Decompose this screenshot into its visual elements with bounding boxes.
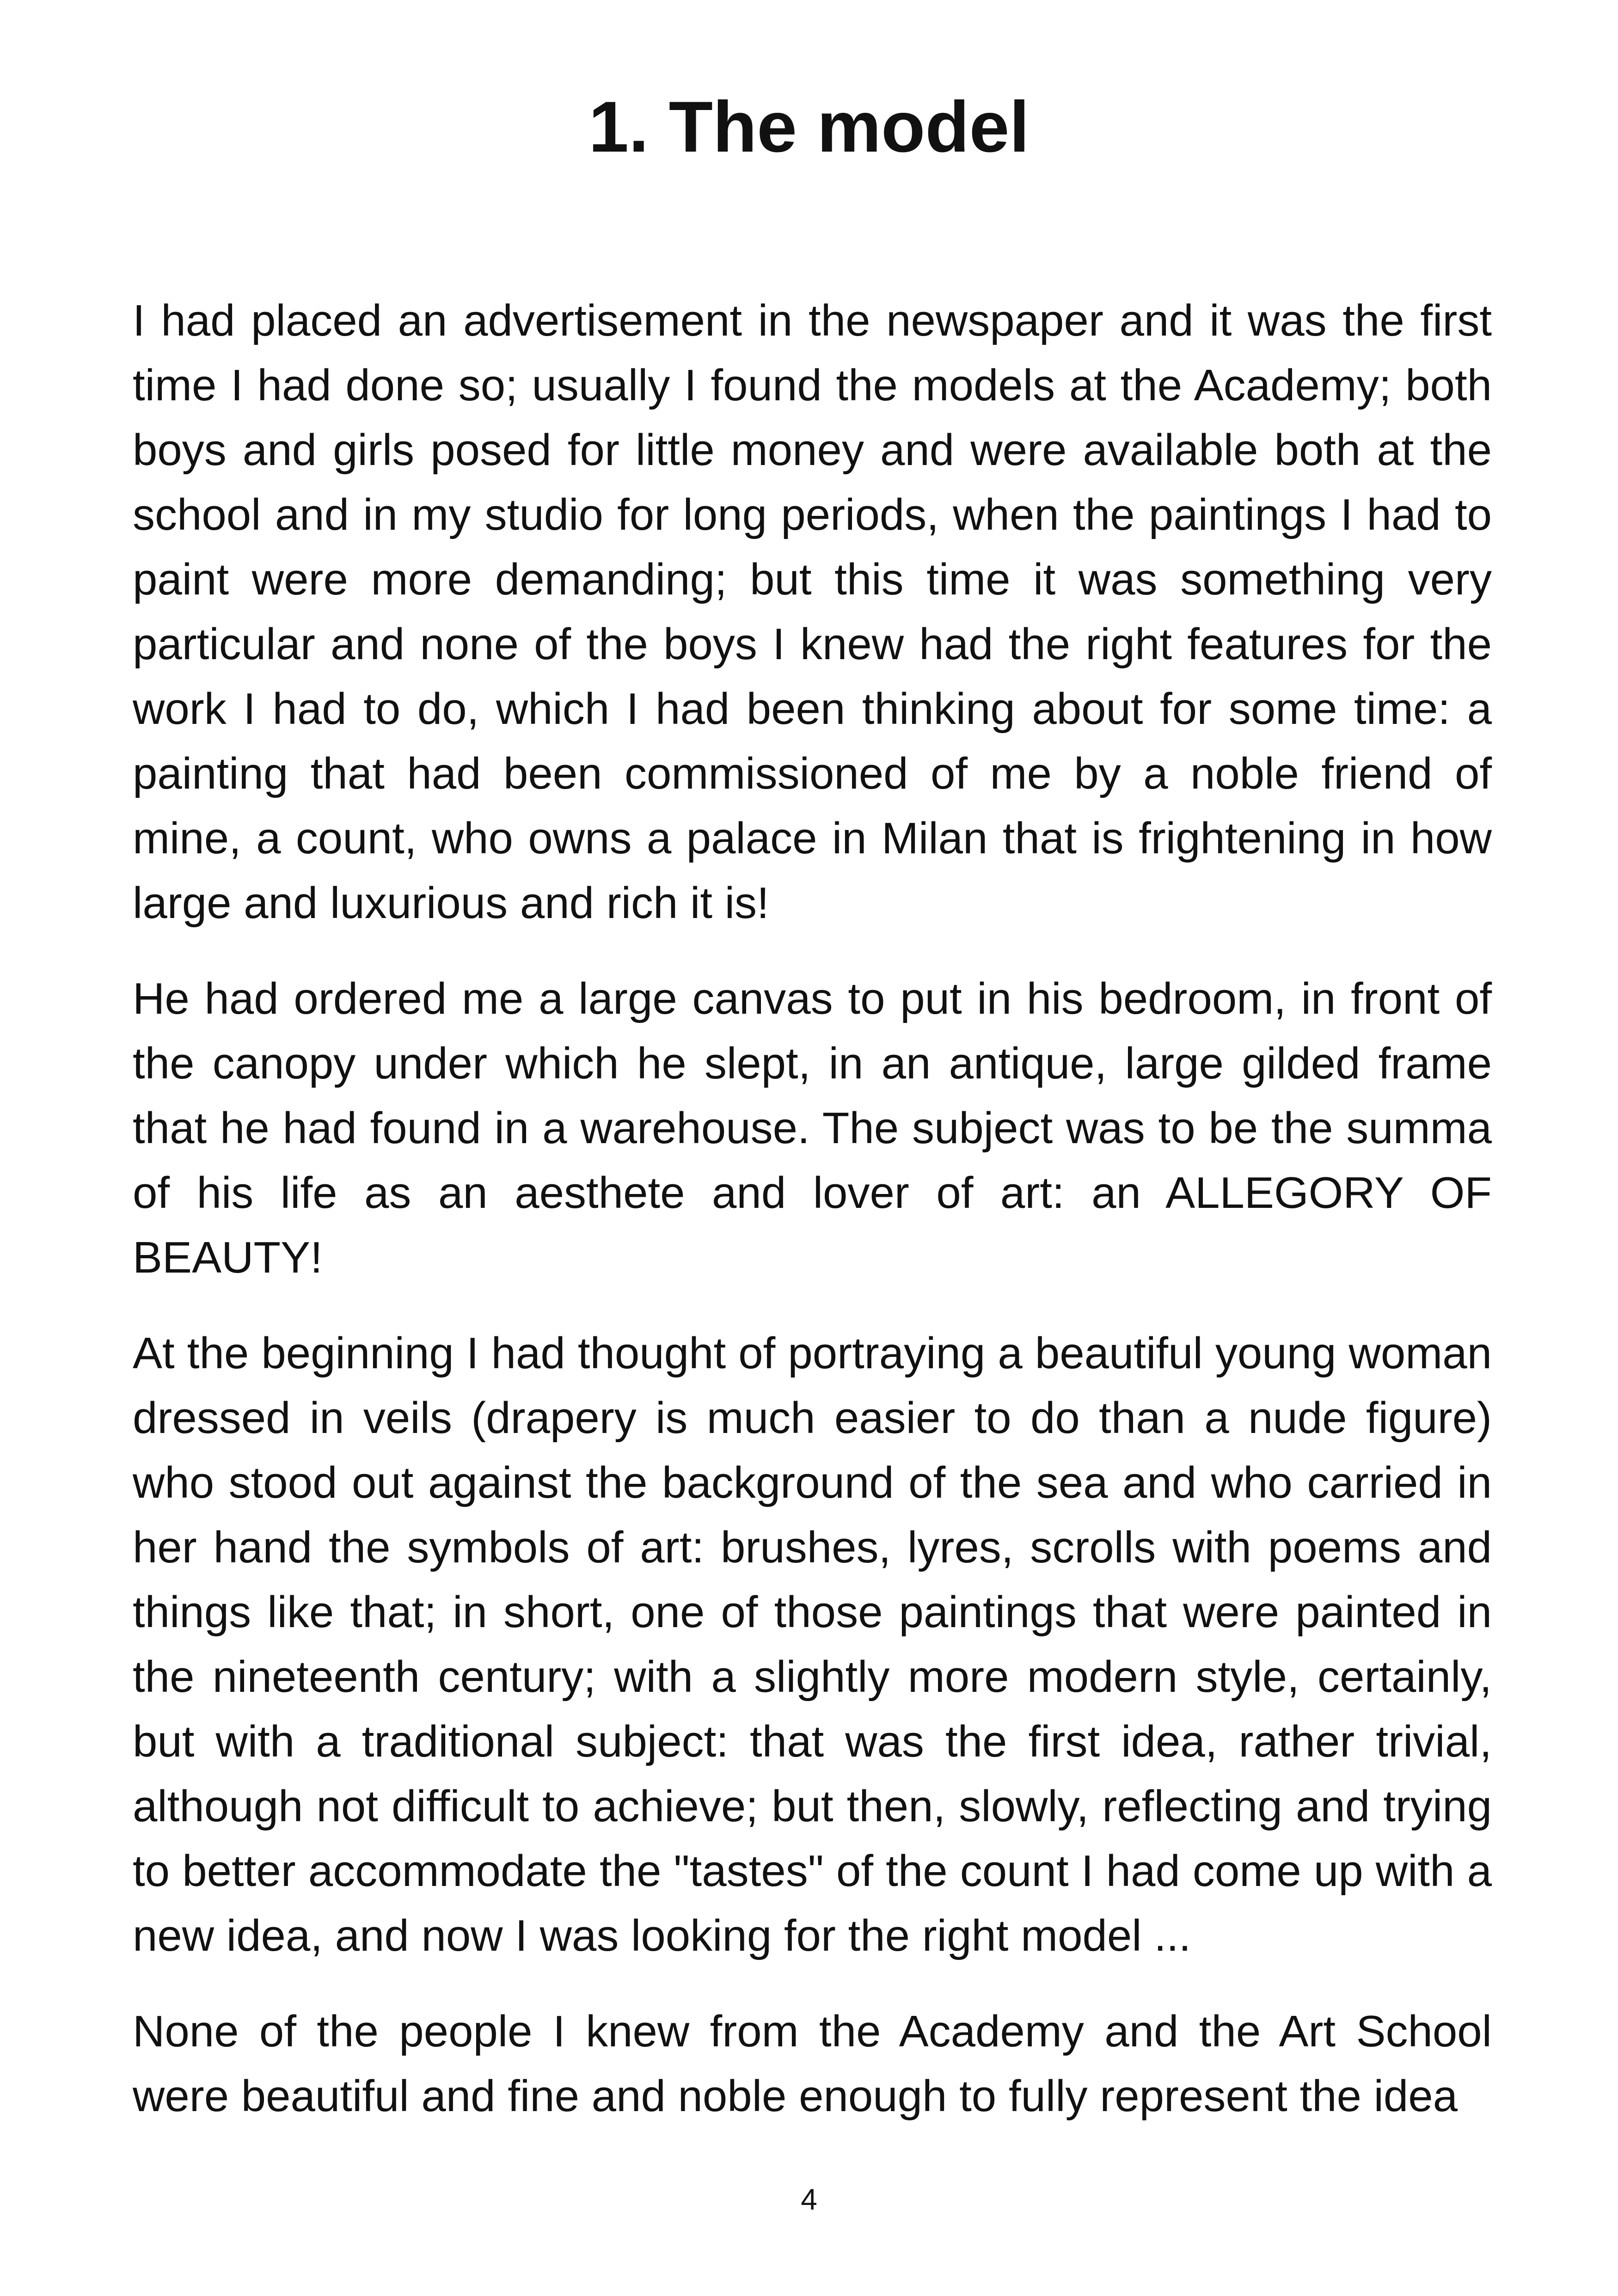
chapter-title: 1. The model (588, 87, 1030, 167)
paragraph-4: None of the people I knew from the Academy and the Art School were beautiful and fine and noble enough to fully represent the idea (133, 2007, 1492, 2121)
paragraph-2: He had ordered me a large canvas to put in his bedroom, in front of the canopy under which he slept, in an antique, large gilded frame that he had found in a warehouse. The subject was to be the summa of his life as an aesthete and lover of art: an ALLEGORY OF BEAUTY! (133, 974, 1492, 1282)
paragraph-3: At the beginning I had thought of portraying a beautiful young woman dressed in veils (drapery is much easier to do than a nude figure) who stood out against the background of the sea and who carried in her hand the symbols of art: brushes, lyres, scrolls with poems and things like that; in short, one of those paintings that were painted in the nineteenth century; with a slightly more modern style, certainly, but with a traditional subject: that was the first idea, rather trivial, although not difficult to achieve; but then, slowly, reflecting and trying to better accommodate the "tastes" of the count I had come up with a new idea, and now I was looking for the right model ... (133, 1329, 1492, 1960)
page-number: 4 (801, 2183, 817, 2216)
body-text (133, 288, 1492, 2160)
paragraph-1: I had placed an advertisement in the newspaper and it was the first time I had done so; usually I found the models at the Academy; both boys and girls posed for little money and were available both at the school and in my studio for long periods, when the paintings I had to paint were more demanding; but this time it was something very particular and none of the boys I knew had the right features for the work I had to do, which I had been thinking about for some time: a painting that had been commissioned of me by a noble friend of mine, a count, who owns a palace in Milan that is frightening in how large and luxurious and rich it is! (133, 296, 1492, 928)
